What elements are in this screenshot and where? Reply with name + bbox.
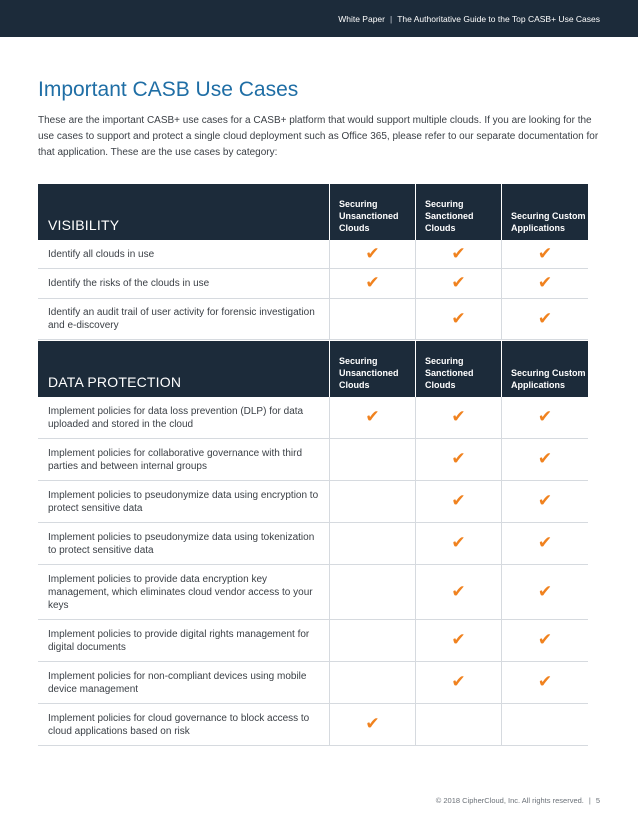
column-header [501, 184, 588, 240]
page-number: 5 [595, 796, 600, 805]
column-header [415, 184, 501, 240]
doc-type: White Paper [338, 13, 385, 24]
column-header [329, 341, 415, 397]
check-cell [329, 299, 415, 339]
check-cell [501, 397, 588, 438]
check-cell [329, 620, 415, 661]
section-title: VISIBILITY [48, 217, 120, 233]
table-row [38, 704, 588, 746]
doc-title: The Authoritative Guide to the Top CASB+ Use Cases [397, 13, 600, 24]
checkmark-icon: ✔ [537, 407, 553, 427]
check-cell [501, 523, 588, 564]
data-protection-header-row [38, 341, 588, 397]
column-header-line: Securing Custom [511, 211, 586, 221]
check-cell [415, 704, 501, 745]
checkmark-icon: ✔ [537, 630, 553, 650]
checkmark-icon: ✔ [365, 714, 380, 734]
check-cell [415, 397, 501, 438]
use-case-label: Identify an audit trail of user activity for forensic investigation and e-discovery [48, 307, 315, 331]
check-cell [415, 565, 501, 619]
use-case-label: Implement policies to provide data encryption key management, which eliminates cloud vendor access to your keys [48, 573, 313, 611]
checkmark-icon: ✔ [537, 491, 553, 511]
use-case-label: Implement policies for collaborative governance with third parties and between internal groups [48, 447, 303, 472]
check-cell [501, 704, 588, 745]
checkmark-icon: ✔ [537, 449, 553, 469]
check-cell [501, 620, 588, 661]
check-cell [415, 523, 501, 564]
checkmark-icon: ✔ [537, 581, 553, 602]
header-bar [0, 0, 638, 37]
check-cell [329, 523, 415, 564]
table-row [38, 439, 588, 481]
check-cell [415, 481, 501, 522]
visibility-table [38, 184, 588, 340]
checkmark-icon: ✔ [451, 273, 466, 293]
column-header-line: Securing Custom [511, 368, 586, 378]
column-header-line: Clouds [425, 380, 456, 390]
table-row [38, 565, 588, 620]
check-cell [415, 662, 501, 703]
check-cell [501, 565, 588, 619]
check-cell [501, 240, 588, 268]
column-header-line: Unsanctioned [339, 368, 399, 378]
checkmark-icon: ✔ [451, 533, 466, 553]
page-title: Important CASB Use Cases [38, 78, 299, 101]
column-header-line: Securing [425, 199, 464, 209]
data-protection-table [38, 341, 588, 746]
column-header [415, 341, 501, 397]
column-header-line: Applications [511, 380, 566, 390]
column-header-line: Clouds [425, 223, 456, 233]
check-cell [501, 662, 588, 703]
intro-paragraph: These are the important CASB+ use cases for a CASB+ platform that would support multiple clouds. If you are looking for the use cases to support and protect a single cloud deployment such as Office 365, please refer to our separate documentation for that application. These are the use cases by category: [38, 115, 599, 158]
checkmark-icon: ✔ [451, 308, 466, 329]
column-header-line: Securing [425, 356, 464, 366]
check-cell [415, 620, 501, 661]
table-row [38, 299, 588, 340]
column-header-line: Clouds [339, 223, 370, 233]
checkmark-icon: ✔ [537, 273, 553, 293]
table-row [38, 240, 588, 269]
checkmark-icon: ✔ [451, 449, 466, 469]
use-case-label: Implement policies to pseudonymize data using encryption to protect sensitive data [48, 489, 319, 514]
check-cell [329, 662, 415, 703]
check-cell [501, 481, 588, 522]
column-header [501, 341, 588, 397]
use-case-label: Implement policies to pseudonymize data using tokenization to protect sensitive data [48, 531, 315, 556]
copyright: © 2018 CipherCloud, Inc. All rights reserved. [435, 796, 584, 805]
column-header-line: Unsanctioned [339, 211, 399, 221]
checkmark-icon: ✔ [537, 243, 553, 264]
visibility-header-row [38, 184, 588, 240]
column-header-line: Applications [511, 223, 566, 233]
table-row [38, 481, 588, 523]
checkmark-icon: ✔ [365, 407, 380, 427]
column-header-line: Securing [339, 199, 378, 209]
check-cell [329, 240, 415, 268]
checkmark-icon: ✔ [451, 243, 466, 264]
column-header-line: Sanctioned [425, 211, 474, 221]
checkmark-icon: ✔ [451, 630, 466, 650]
table-row [38, 269, 588, 299]
column-header-line: Sanctioned [425, 368, 474, 378]
check-cell [329, 397, 415, 438]
checkmark-icon: ✔ [451, 491, 466, 511]
use-case-label: Identify all clouds in use [48, 248, 155, 260]
checkmark-icon: ✔ [365, 273, 380, 293]
use-case-label: Implement policies to provide digital rights management for digital documents [48, 628, 310, 653]
section-title: DATA PROTECTION [48, 374, 182, 390]
check-cell [329, 269, 415, 298]
table-row [38, 523, 588, 565]
check-cell [329, 481, 415, 522]
check-cell [501, 439, 588, 480]
check-cell [415, 240, 501, 268]
checkmark-icon: ✔ [365, 243, 380, 264]
use-case-label: Implement policies for non-compliant devices using mobile device management [48, 670, 307, 695]
footer [436, 796, 600, 805]
footer-separator: | [588, 796, 591, 805]
table-row [38, 397, 588, 439]
header-separator: | [390, 13, 393, 24]
column-header [329, 184, 415, 240]
check-cell [415, 439, 501, 480]
checkmark-icon: ✔ [537, 533, 553, 553]
use-case-label: Identify the risks of the clouds in use [48, 278, 210, 289]
check-cell [501, 269, 588, 298]
table-row [38, 620, 588, 662]
check-cell [415, 269, 501, 298]
column-header-line: Clouds [339, 380, 370, 390]
use-case-label: Implement policies for cloud governance to block access to cloud applications based on risk [48, 712, 310, 737]
table-row [38, 662, 588, 704]
checkmark-icon: ✔ [537, 308, 553, 329]
use-case-label: Implement policies for data loss prevention (DLP) for data uploaded and stored in the cloud [48, 405, 304, 430]
check-cell [415, 299, 501, 339]
checkmark-icon: ✔ [537, 672, 553, 692]
checkmark-icon: ✔ [451, 407, 466, 427]
check-cell [329, 565, 415, 619]
checkmark-icon: ✔ [451, 581, 466, 602]
checkmark-icon: ✔ [451, 672, 466, 692]
check-cell [329, 704, 415, 745]
check-cell [329, 439, 415, 480]
column-header-line: Securing [339, 356, 378, 366]
check-cell [501, 299, 588, 339]
